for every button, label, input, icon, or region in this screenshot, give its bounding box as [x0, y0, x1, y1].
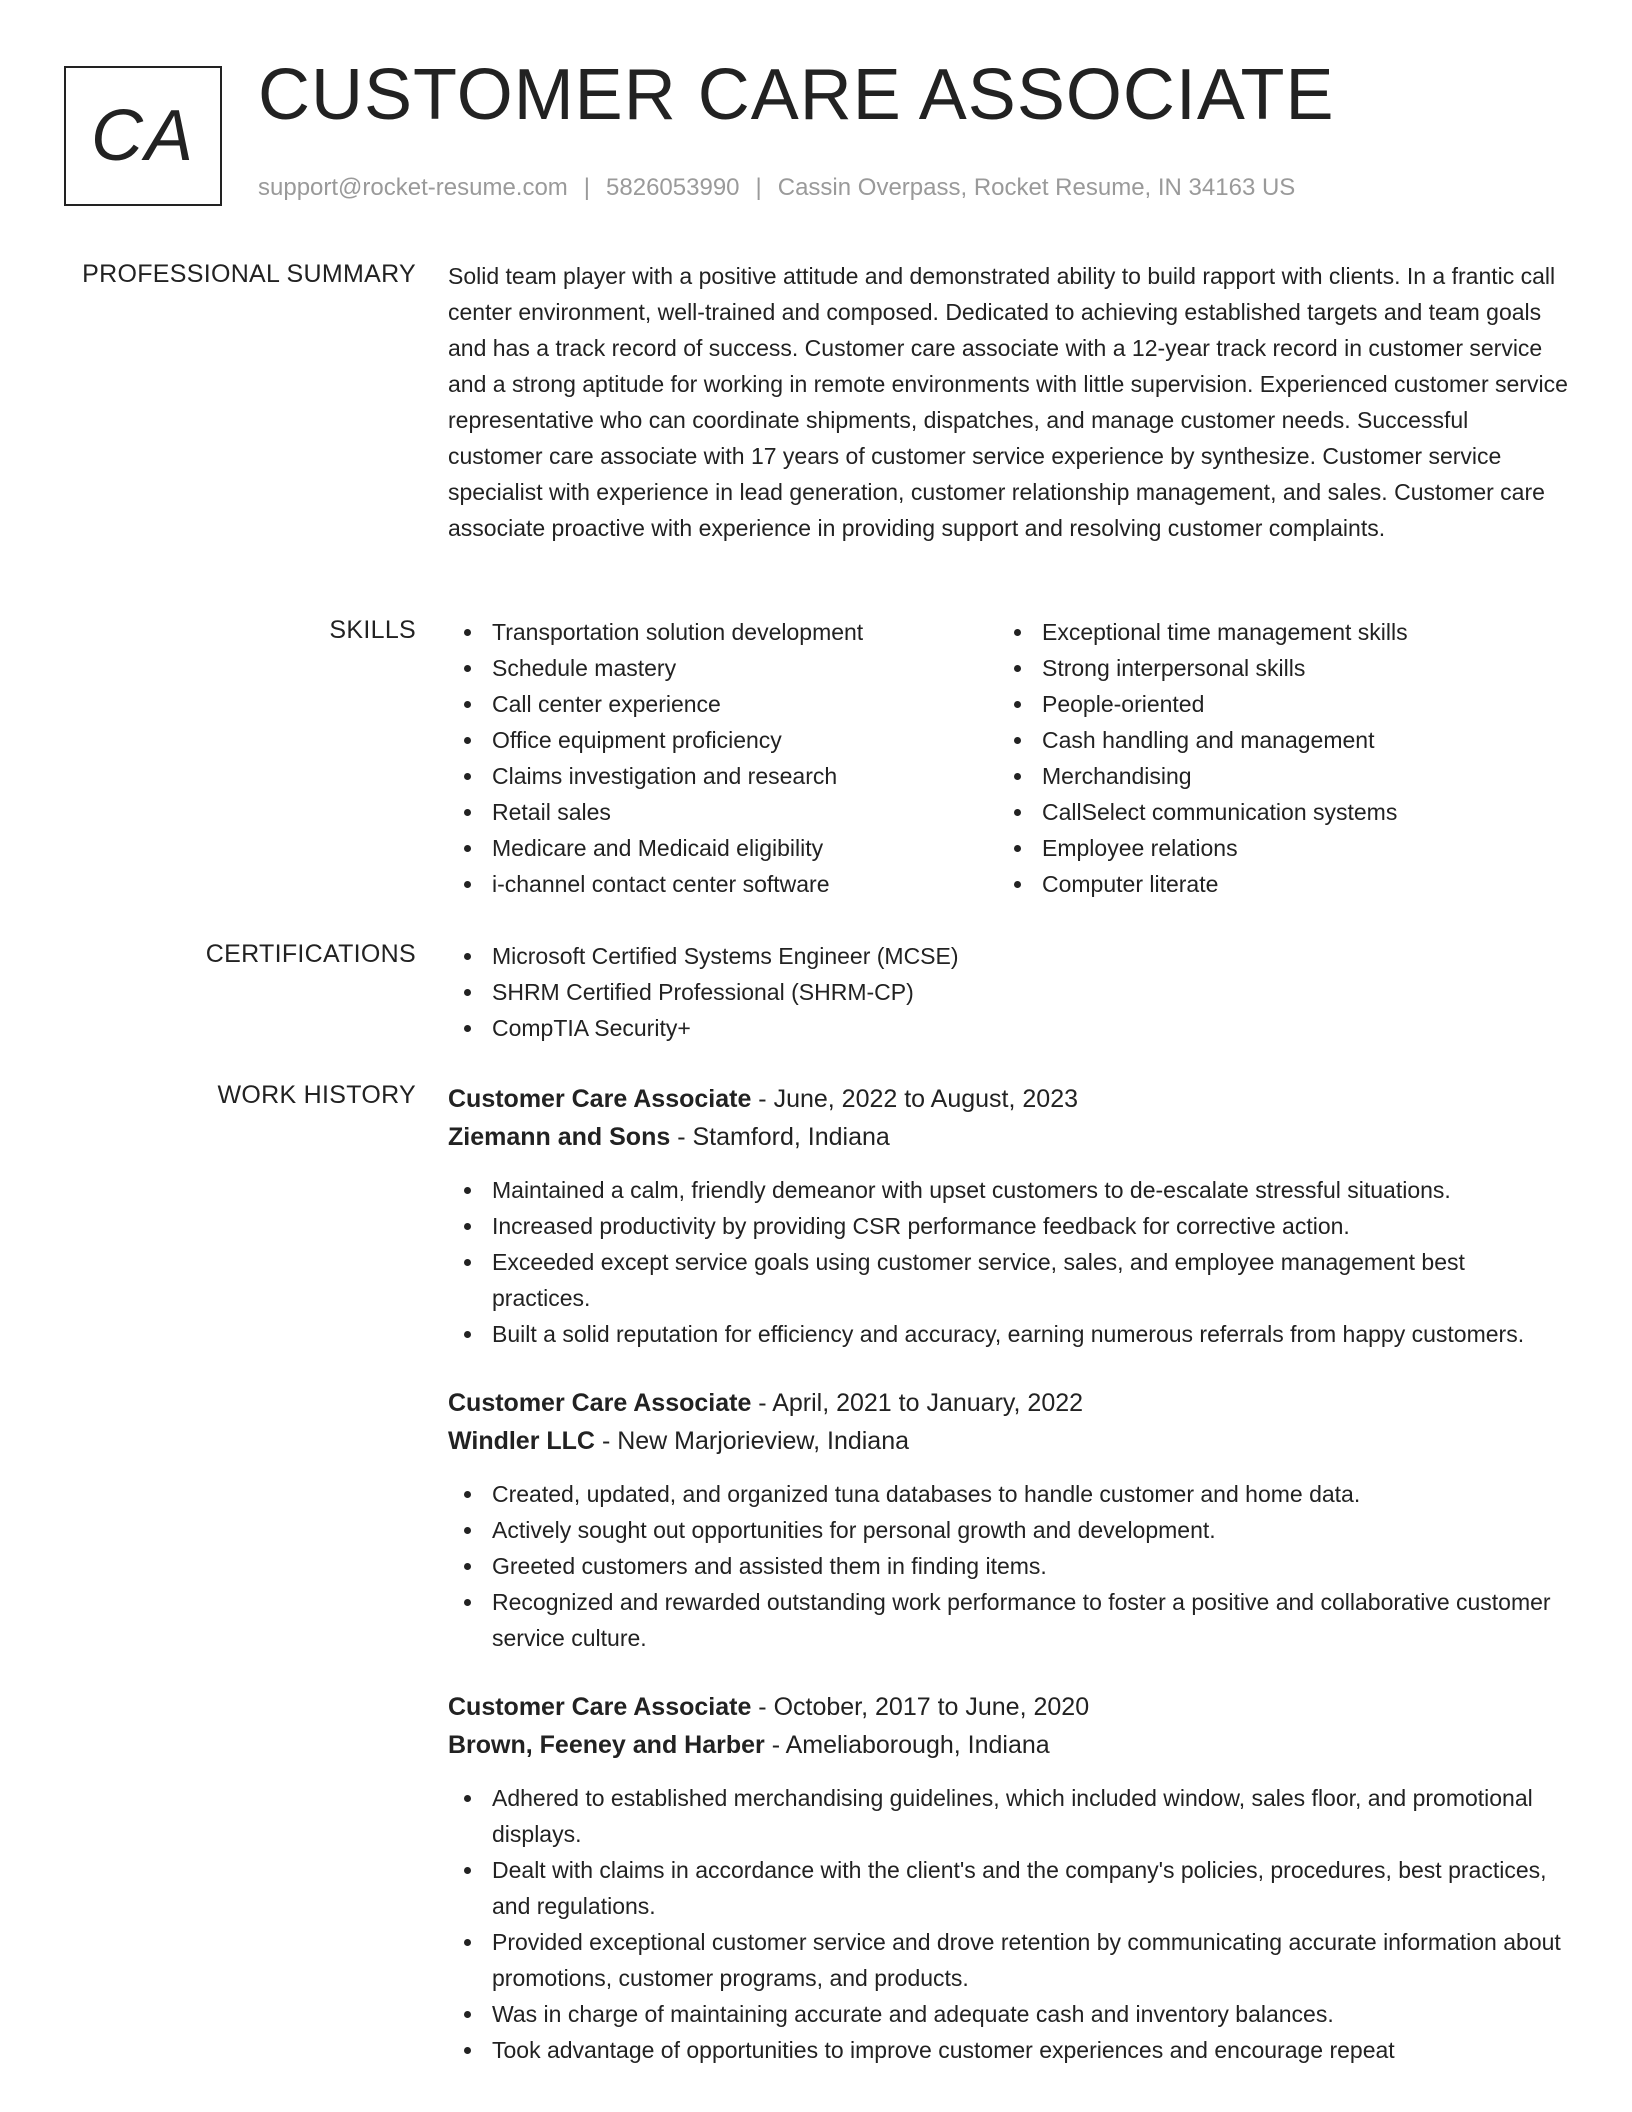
job-bullet: Provided exceptional customer service and drove retention by communicating accurate information about promotions, customer programs, and products.	[448, 1924, 1568, 1996]
contact-phone[interactable]: 5826053990	[606, 174, 740, 201]
section-label-skills: SKILLS	[329, 616, 416, 644]
job-bullet: Took advantage of opportunities to improve customer experiences and encourage repeat	[448, 2032, 1568, 2068]
skill-item: Merchandising	[998, 758, 1548, 794]
job-company: Ziemann and Sons	[448, 1123, 671, 1151]
job-company-line	[448, 1422, 1568, 1460]
job-title-line	[448, 1688, 1568, 1726]
job-bullets	[448, 1476, 1568, 1656]
contact-address: Cassin Overpass, Rocket Resume, IN 34163 US	[777, 174, 1296, 201]
job-dates: - April, 2021 to January, 2022	[751, 1389, 1084, 1417]
job-company-line	[448, 1726, 1568, 1764]
skill-item: Cash handling and management	[998, 722, 1548, 758]
job-bullet: Maintained a calm, friendly demeanor with upset customers to de-escalate stressful situations.	[448, 1172, 1568, 1208]
certifications-list	[448, 938, 1568, 1046]
skill-item: People-oriented	[998, 686, 1548, 722]
skill-item: Office equipment proficiency	[448, 722, 998, 758]
skills-body	[448, 614, 1568, 902]
job-bullets	[448, 1172, 1568, 1352]
job-bullet: Actively sought out opportunities for personal growth and development.	[448, 1512, 1568, 1548]
job-bullet: Recognized and rewarded outstanding work performance to foster a positive and collaborative customer service culture.	[448, 1584, 1568, 1656]
job-bullet: Greeted customers and assisted them in finding items.	[448, 1548, 1568, 1584]
job-location: - Stamford, Indiana	[670, 1123, 890, 1151]
contact-separator: |	[755, 174, 762, 201]
job-dates: - June, 2022 to August, 2023	[751, 1085, 1078, 1113]
certification-item: CompTIA Security+	[448, 1010, 1568, 1046]
job-title: Customer Care Associate	[448, 1085, 752, 1113]
monogram-initials: CA	[90, 96, 196, 176]
skill-item: Medicare and Medicaid eligibility	[448, 830, 998, 866]
job-company: Brown, Feeney and Harber	[448, 1731, 765, 1759]
certifications-body	[448, 938, 1568, 1046]
job-location: - Ameliaborough, Indiana	[764, 1731, 1050, 1759]
work-history-body	[448, 1080, 1568, 2100]
skill-item: CallSelect communication systems	[998, 794, 1548, 830]
job-bullets	[448, 1780, 1568, 2068]
job-title: Customer Care Associate	[448, 1693, 752, 1721]
job-entry	[448, 1688, 1568, 2068]
job-bullet: Was in charge of maintaining accurate and adequate cash and inventory balances.	[448, 1996, 1568, 2032]
job-entry	[448, 1080, 1568, 1352]
job-title-line	[448, 1080, 1568, 1118]
monogram-box	[64, 66, 222, 206]
skill-item: Retail sales	[448, 794, 998, 830]
job-bullet: Built a solid reputation for efficiency and accuracy, earning numerous referrals from happy customers.	[448, 1316, 1568, 1352]
skill-item: Employee relations	[998, 830, 1548, 866]
section-label-work-history: WORK HISTORY	[217, 1081, 416, 1109]
skill-item: Schedule mastery	[448, 650, 998, 686]
contact-separator: |	[583, 174, 591, 201]
summary-body	[448, 258, 1568, 546]
skill-item: Strong interpersonal skills	[998, 650, 1548, 686]
section-label-summary: PROFESSIONAL SUMMARY	[82, 260, 416, 288]
job-title-line	[448, 1384, 1568, 1422]
skill-item: Call center experience	[448, 686, 998, 722]
skill-item: i-channel contact center software	[448, 866, 998, 902]
job-bullet: Created, updated, and organized tuna databases to handle customer and home data.	[448, 1476, 1568, 1512]
contact-email[interactable]: support@rocket-resume.com	[258, 174, 568, 201]
job-title: Customer Care Associate	[448, 1389, 752, 1417]
job-bullet: Dealt with claims in accordance with the client's and the company's policies, procedures, best practices, and regulations.	[448, 1852, 1568, 1924]
section-label-certifications: CERTIFICATIONS	[205, 940, 416, 968]
contact-line	[258, 174, 1295, 202]
skills-list-right	[998, 614, 1548, 902]
job-bullet: Adhered to established merchandising guidelines, which included window, sales floor, and promotional displays.	[448, 1780, 1568, 1852]
skill-item: Claims investigation and research	[448, 758, 998, 794]
job-entry	[448, 1384, 1568, 1656]
job-location: - New Marjorieview, Indiana	[595, 1427, 910, 1455]
certification-item: SHRM Certified Professional (SHRM-CP)	[448, 974, 1568, 1010]
resume-name: CUSTOMER CARE ASSOCIATE	[258, 55, 1335, 135]
skill-item: Computer literate	[998, 866, 1548, 902]
skill-item: Exceptional time management skills	[998, 614, 1548, 650]
skill-item: Transportation solution development	[448, 614, 998, 650]
job-bullet: Increased productivity by providing CSR performance feedback for corrective action.	[448, 1208, 1568, 1244]
certification-item: Microsoft Certified Systems Engineer (MCSE)	[448, 938, 1568, 974]
job-company-line	[448, 1118, 1568, 1156]
summary-text: Solid team player with a positive attitude and demonstrated ability to build rapport with clients. In a frantic call center environment, well-trained and composed. Dedicated to achieving established targets and team goals and has a track record of success. Customer care associate with a 12-year track record in customer service and a strong aptitude for working in remote environments with little supervision. Experienced customer service representative who can coordinate shipments, dispatches, and manage customer needs. Successful customer care associate with 17 years of customer service experience by synthesize. Customer service specialist with experience in lead generation, customer relationship management, and sales. Customer care associate proactive with experience in providing support and resolving customer complaints.	[448, 263, 1568, 541]
job-company: Windler LLC	[448, 1427, 595, 1455]
job-bullet: Exceeded except service goals using customer service, sales, and employee management best practices.	[448, 1244, 1568, 1316]
skills-list-left	[448, 614, 998, 902]
job-dates: - October, 2017 to June, 2020	[751, 1693, 1090, 1721]
